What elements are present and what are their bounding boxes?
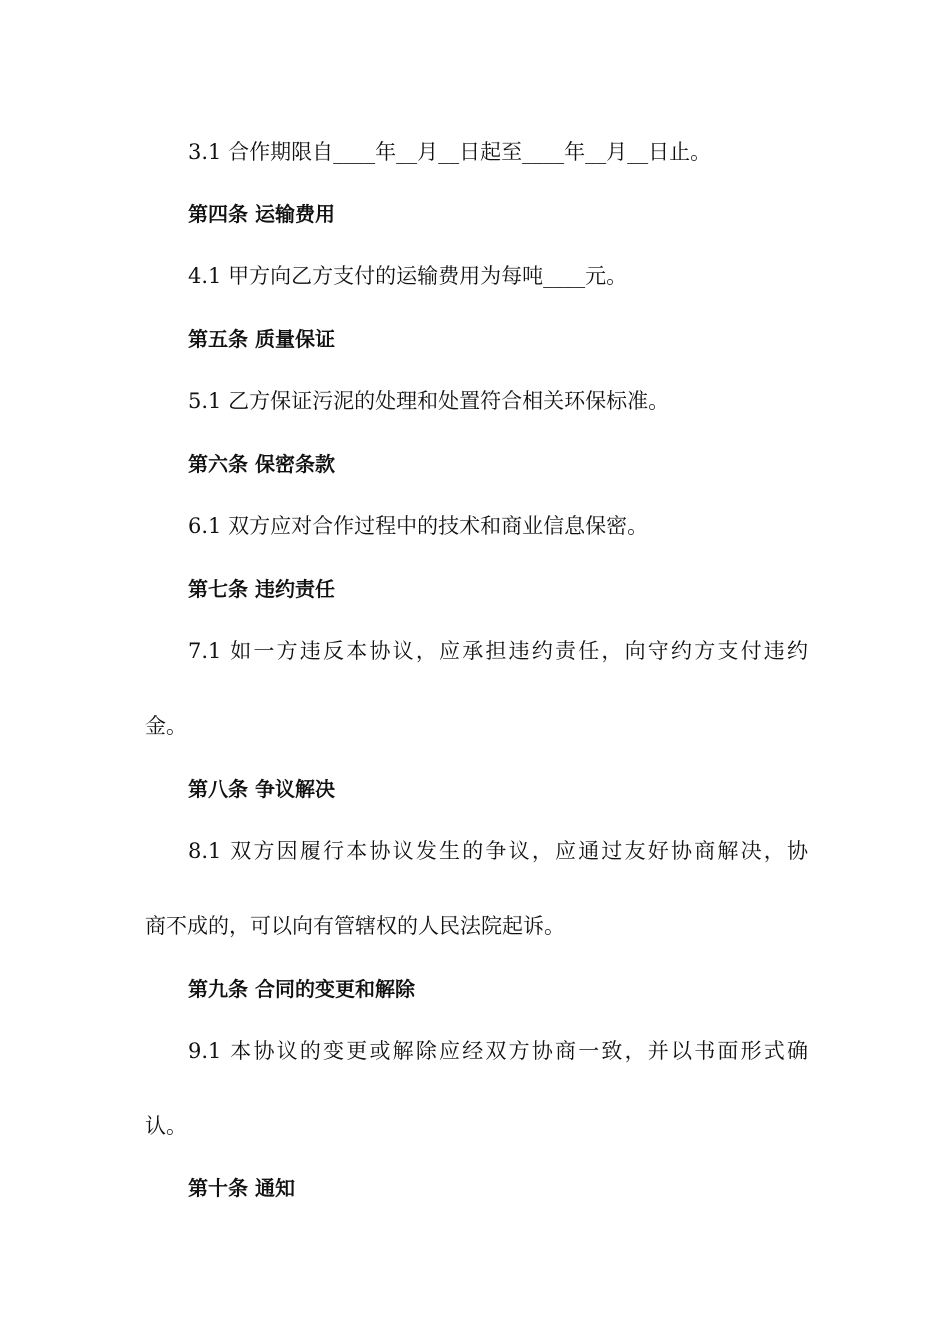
article-4-heading: 第四条 运输费用 [188, 202, 335, 226]
clause-7-1-line-1: 7.1 如一方违反本协议，应承担违约责任，向守约方支付违约 [188, 639, 808, 663]
article-6-heading: 第六条 保密条款 [188, 452, 335, 476]
clause-4-1: 4.1 甲方向乙方支付的运输费用为每吨____元。 [188, 264, 628, 288]
article-10-heading: 第十条 通知 [188, 1176, 295, 1200]
clause-8-1-line-2: 商不成的，可以向有管辖权的人民法院起诉。 [145, 914, 565, 938]
clause-5-1: 5.1 乙方保证污泥的处理和处置符合相关环保标准。 [188, 389, 670, 413]
clause-6-1: 6.1 双方应对合作过程中的技术和商业信息保密。 [188, 514, 649, 538]
clause-9-1-line-2: 认。 [145, 1114, 187, 1138]
article-8-heading: 第八条 争议解决 [188, 777, 335, 801]
clause-3-1: 3.1 合作期限自____年__月__日起至____年__月__日止。 [188, 140, 712, 164]
article-7-heading: 第七条 违约责任 [188, 577, 335, 601]
article-5-heading: 第五条 质量保证 [188, 327, 335, 351]
clause-7-1-line-2: 金。 [145, 714, 187, 738]
clause-9-1-line-1: 9.1 本协议的变更或解除应经双方协商一致，并以书面形式确 [188, 1039, 808, 1063]
clause-8-1-line-1: 8.1 双方因履行本协议发生的争议，应通过友好协商解决，协 [188, 839, 808, 863]
article-9-heading: 第九条 合同的变更和解除 [188, 977, 415, 1001]
